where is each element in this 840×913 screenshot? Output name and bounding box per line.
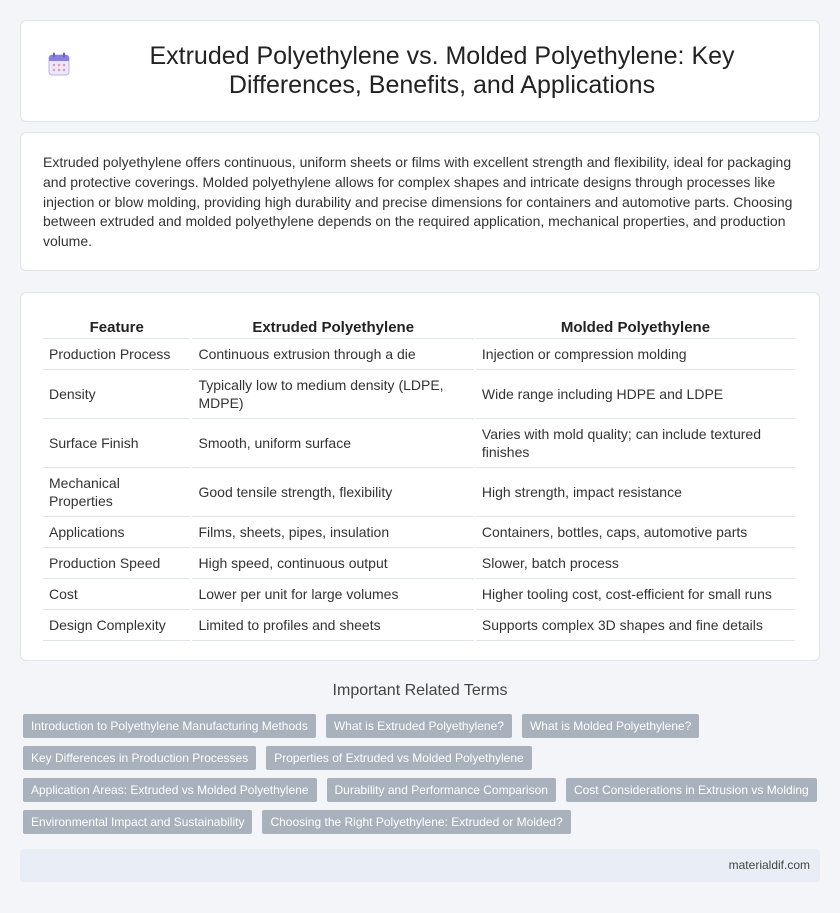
related-tag[interactable]: Cost Considerations in Extrusion vs Molding xyxy=(566,778,817,802)
row-molded: Containers, bottles, caps, automotive parts xyxy=(476,517,795,548)
related-tag[interactable]: Application Areas: Extruded vs Molded Polyethylene xyxy=(23,778,317,802)
row-molded: High strength, impact resistance xyxy=(476,468,795,517)
tag-row xyxy=(23,778,823,802)
table-row xyxy=(43,468,795,517)
row-feature: Density xyxy=(43,370,190,419)
row-extruded: Limited to profiles and sheets xyxy=(192,610,473,641)
row-feature: Applications xyxy=(43,517,190,548)
row-feature: Cost xyxy=(43,579,190,610)
related-tag[interactable]: What is Molded Polyethylene? xyxy=(522,714,699,738)
footer-site[interactable]: materialdif.com xyxy=(728,858,810,872)
calendar-icon xyxy=(48,52,70,76)
row-molded: Injection or compression molding xyxy=(476,339,795,370)
row-molded: Wide range including HDPE and LDPE xyxy=(476,370,795,419)
header-feature: Feature xyxy=(43,309,190,339)
table-row xyxy=(43,548,795,579)
row-feature: Surface Finish xyxy=(43,419,190,468)
row-extruded: Smooth, uniform surface xyxy=(192,419,473,468)
related-tag[interactable]: Choosing the Right Polyethylene: Extruded or Molded? xyxy=(262,810,570,834)
row-extruded: Continuous extrusion through a die xyxy=(192,339,473,370)
row-feature: Production Process xyxy=(43,339,190,370)
tag-row xyxy=(23,810,823,834)
table-row xyxy=(43,517,795,548)
related-tag[interactable]: Environmental Impact and Sustainability xyxy=(23,810,252,834)
row-extruded: Typically low to medium density (LDPE, MDPE) xyxy=(192,370,473,419)
related-tag[interactable]: What is Extruded Polyethylene? xyxy=(326,714,512,738)
row-extruded: Films, sheets, pipes, insulation xyxy=(192,517,473,548)
row-molded: Higher tooling cost, cost-efficient for small runs xyxy=(476,579,795,610)
page-title: Extruded Polyethylene vs. Molded Polyethylene: Key Differences, Benefits, and Applications xyxy=(149,42,735,99)
intro-card xyxy=(20,132,820,271)
tag-row xyxy=(23,714,823,738)
header-card xyxy=(20,20,820,122)
row-molded: Supports complex 3D shapes and fine details xyxy=(476,610,795,641)
table-row xyxy=(43,339,795,370)
header-extruded: Extruded Polyethylene xyxy=(192,309,473,339)
intro-text: Extruded polyethylene offers continuous, uniform sheets or films with excellent strength and flexibility, ideal for packaging and protective coverings. Molded polyethylene allows for complex shapes and intricate designs through processes like injection or blow molding, providing high durability and precise dimensions for containers and automotive parts. Choosing between extruded and molded polyethylene depends on the required application, mechanical properties, and production volume. xyxy=(43,154,793,250)
row-molded: Slower, batch process xyxy=(476,548,795,579)
table-row xyxy=(43,370,795,419)
footer xyxy=(20,849,820,882)
related-terms-tags xyxy=(23,714,823,842)
row-extruded: Lower per unit for large volumes xyxy=(192,579,473,610)
related-tag[interactable]: Key Differences in Production Processes xyxy=(23,746,256,770)
comparison-table xyxy=(41,309,797,641)
related-tag[interactable]: Properties of Extruded vs Molded Polyethylene xyxy=(266,746,531,770)
related-tag[interactable]: Durability and Performance Comparison xyxy=(327,778,556,802)
title-wrap xyxy=(48,42,792,100)
table-row xyxy=(43,419,795,468)
comparison-table-card xyxy=(20,292,820,661)
row-feature: Mechanical Properties xyxy=(43,468,190,517)
tag-row xyxy=(23,746,823,770)
header-molded: Molded Polyethylene xyxy=(476,309,795,339)
row-extruded: High speed, continuous output xyxy=(192,548,473,579)
row-feature: Production Speed xyxy=(43,548,190,579)
row-feature: Design Complexity xyxy=(43,610,190,641)
row-molded: Varies with mold quality; can include textured finishes xyxy=(476,419,795,468)
table-row xyxy=(43,610,795,641)
table-header-row xyxy=(43,309,795,339)
table-row xyxy=(43,579,795,610)
related-tag[interactable]: Introduction to Polyethylene Manufacturing Methods xyxy=(23,714,316,738)
row-extruded: Good tensile strength, flexibility xyxy=(192,468,473,517)
related-terms-title: Important Related Terms xyxy=(332,682,508,699)
